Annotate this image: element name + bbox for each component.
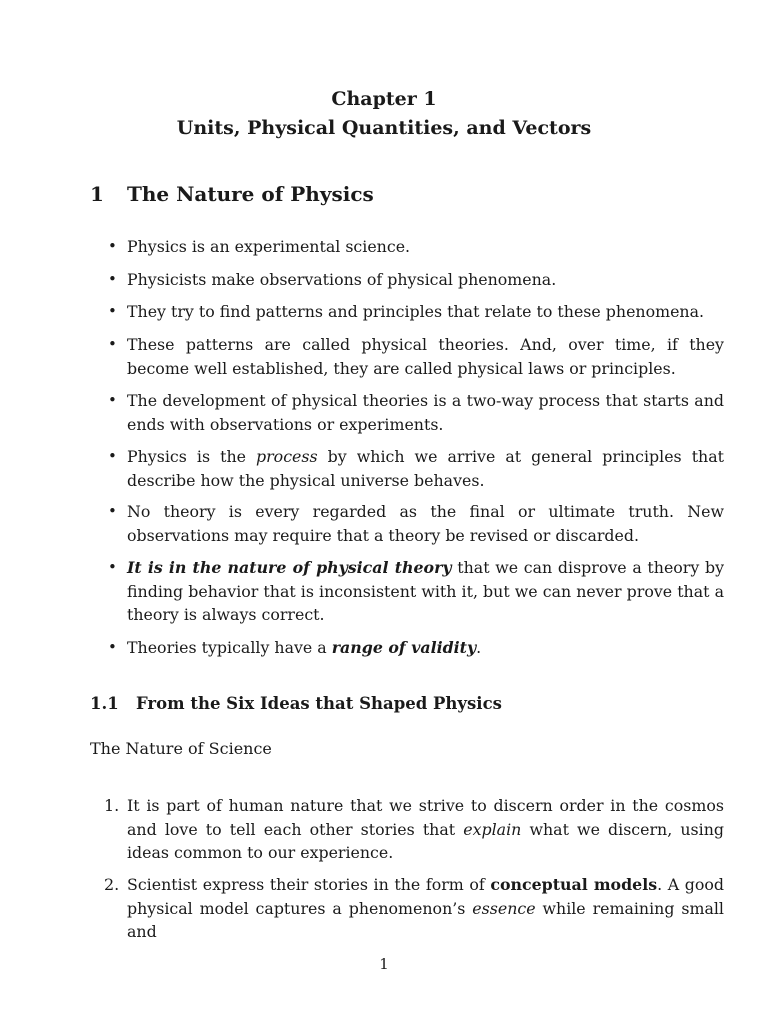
bullet-marker: • <box>108 335 117 353</box>
bullet-item <box>127 636 724 660</box>
bullet-item <box>127 268 724 292</box>
section-heading <box>90 182 374 206</box>
enum-marker: 1. <box>104 796 120 815</box>
bullet-item <box>127 445 724 492</box>
subsection-number: 1.1 <box>90 694 119 713</box>
bullet-text: Physicists make observations of physical phenomena. <box>127 270 557 289</box>
enum-text: while remaining small and <box>127 898 724 941</box>
bullet-text: Theories typically have a <box>127 638 332 657</box>
subsection-heading <box>90 694 502 713</box>
bullet-marker: • <box>108 502 117 520</box>
strong-emphasis-text: range of validity <box>331 638 477 657</box>
bullet-text: Physics is the <box>127 447 257 466</box>
bullet-item <box>127 300 724 324</box>
bullet-marker: • <box>108 447 117 465</box>
paragraph-heading: The Nature of Science <box>90 739 272 758</box>
bullet-marker: • <box>108 237 117 255</box>
bullet-text: These patterns are called physical theories. And, over time, if they become well established, they are called physical laws or principles. <box>127 335 724 378</box>
bullet-text: The development of physical theories is a two-way process that starts and ends with observations or experiments. <box>127 391 724 434</box>
bullet-text: that we can disprove a theory by finding behavior that is inconsistent with it, but we can never prove that a theory is always correct. <box>127 558 724 624</box>
bullet-item <box>127 235 724 259</box>
bullet-marker: • <box>108 302 117 320</box>
strong-emphasis-text: It is in the nature of physical theory <box>127 558 452 577</box>
emphasis-text: explain <box>463 819 522 839</box>
bullet-item <box>127 333 724 380</box>
bullet-item <box>127 500 724 547</box>
enum-text: . A good physical model captures a phenomenon’s <box>127 875 725 918</box>
section-number: 1 <box>90 182 104 206</box>
enum-text: what we discern, using ideas common to our experience. <box>127 819 724 862</box>
strong-text: conceptual models <box>490 875 658 894</box>
bullet-text: They try to find patterns and principles that relate to these phenomena. <box>127 302 705 321</box>
chapter-label: Chapter 1 <box>331 88 437 110</box>
enum-text: Scientist express their stories in the form of <box>127 875 491 894</box>
enum-marker: 2. <box>104 875 120 894</box>
bullet-marker: • <box>108 270 117 288</box>
enum-item <box>127 794 724 865</box>
bullet-text: . <box>476 638 482 657</box>
bullet-marker: • <box>108 638 117 656</box>
enum-item <box>127 873 724 944</box>
bullet-item <box>127 389 724 436</box>
bullet-text: by which we arrive at general principles that describe how the physical universe behaves. <box>127 447 724 490</box>
subsection-title: From the Six Ideas that Shaped Physics <box>136 694 502 713</box>
bullet-marker: • <box>108 558 117 576</box>
emphasis-text: process <box>256 447 318 466</box>
enum-text: It is part of human nature that we strive to discern order in the cosmos and love to tell each other stories that <box>127 796 724 839</box>
emphasis-text: essence <box>472 898 536 918</box>
page-number: 1 <box>379 955 389 973</box>
chapter-title: Units, Physical Quantities, and Vectors <box>176 117 592 139</box>
bullet-item <box>127 556 724 627</box>
bullet-text: Physics is an experimental science. <box>127 237 411 256</box>
bullet-text: No theory is every regarded as the final or ultimate truth. New observations may require that a theory be revised or discarded. <box>127 502 724 545</box>
bullet-marker: • <box>108 391 117 409</box>
section-title: The Nature of Physics <box>127 182 374 206</box>
